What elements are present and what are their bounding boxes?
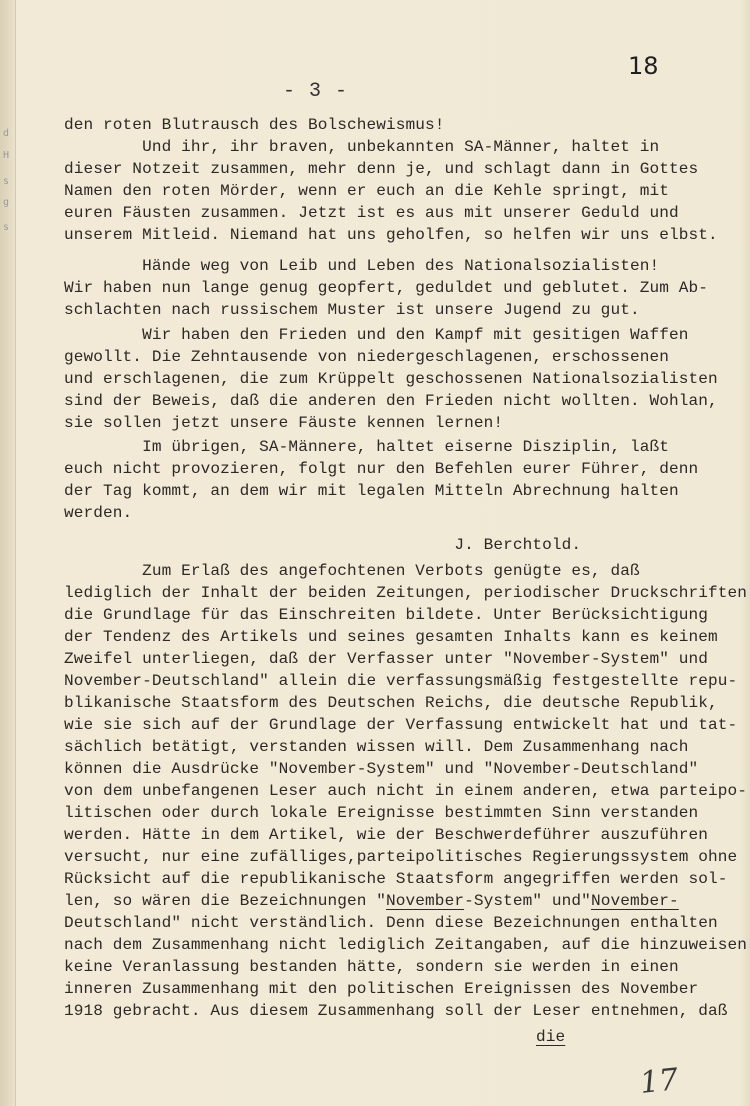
text-line: sächlich betätigt, verstanden wissen will. Dem Zusammenhang nach xyxy=(64,738,689,756)
text-line: inneren Zusammenhang mit den politischen Ereignissen des November xyxy=(64,980,699,998)
text-segment: len, so wären die Bezeichnungen " xyxy=(64,892,387,910)
text-line: November-Deutschland" allein die verfassungsmäßig festgestellte repu- xyxy=(64,672,738,690)
text-line: Zum Erlaß des angefochtenen Verbots genügte es, daß xyxy=(64,562,640,580)
text-line: sie sollen jetzt unsere Fäuste kennen lernen! xyxy=(64,414,504,432)
left-page-edge xyxy=(0,0,16,1106)
text-line: euch nicht provozieren, folgt nur den Befehlen eurer Führer, denn xyxy=(64,460,699,478)
text-line: von dem unbefangenen Leser auch nicht in einem anderen, etwa parteipo- xyxy=(64,782,748,800)
text-line: Namen den roten Mörder, wenn er euch an die Kehle springt, mit xyxy=(64,182,669,200)
text-line: Rücksicht auf die republikanische Staatsform angegriffen werden sol- xyxy=(64,870,728,888)
text-line: die Grundlage für das Einschreiten bildete. Unter Berücksichtigung xyxy=(64,606,709,624)
underlined-word: November xyxy=(386,892,465,910)
text-line: und erschlagenen, die zum Krüppelt geschossenen Nationalsozialisten xyxy=(64,370,718,388)
text-line: Hände weg von Leib und Leben des Nationalsozialisten! xyxy=(64,257,660,275)
text-line: Zweifel unterliegen, daß der Verfasser unter "November-System" und xyxy=(64,650,709,668)
underlined-word: November- xyxy=(590,892,679,910)
text-line: 1918 gebracht. Aus diesem Zusammenhang soll der Leser entnehmen, daß xyxy=(64,1002,728,1020)
margin-mark: g xyxy=(3,197,10,208)
text-line: lediglich der Inhalt der beiden Zeitungen, periodischer Druckschriften xyxy=(64,584,748,602)
archive-folio-number: 18 xyxy=(628,52,659,80)
text-line: Und ihr, ihr braven, unbekannten SA-Männer, haltet in xyxy=(64,138,660,156)
text-segment: -System" und" xyxy=(464,892,591,910)
text-line: der Tendenz des Artikels und seines gesamten Inhalts kann es keinem xyxy=(64,628,718,646)
text-line: können die Ausdrücke "November-System" und "November-Deutschland" xyxy=(64,760,699,778)
margin-mark: s xyxy=(3,176,10,187)
handwritten-page-note: 17 xyxy=(638,1062,680,1101)
text-line-with-underlines xyxy=(64,890,679,912)
text-line: litischen oder durch lokale Ereignisse bestimmten Sinn verstanden xyxy=(64,804,699,822)
margin-mark: d xyxy=(3,128,10,139)
text-line: schlachten nach russischem Muster ist unsere Jugend zu gut. xyxy=(64,301,640,319)
text-line: euren Fäusten zusammen. Jetzt ist es aus mit unserer Geduld und xyxy=(64,204,679,222)
text-line: werden. xyxy=(64,504,133,522)
text-line: wie sie sich auf der Grundlage der Verfassung entwickelt hat und tat- xyxy=(64,716,738,734)
text-line: unserem Mitleid. Niemand hat uns geholfen, so helfen wir uns elbst. xyxy=(64,226,718,244)
text-line: werden. Hätte in dem Artikel, wie der Beschwerdeführer auszuführen xyxy=(64,826,709,844)
text-line: der Tag kommt, an dem wir mit legalen Mitteln Abrechnung halten xyxy=(64,482,679,500)
signature-line: J. Berchtold. xyxy=(64,536,582,554)
text-line: sind der Beweis, daß die anderen den Frieden nicht wollten. Wohlan, xyxy=(64,392,718,410)
text-line: nach dem Zusammenhang nicht lediglich Zeitangaben, auf die hinzuweisen xyxy=(64,936,748,954)
text-line: versucht, nur eine zufälliges,parteipolitisches Regierungssystem ohne xyxy=(64,848,738,866)
text-line: den roten Blutrausch des Bolschewismus! xyxy=(64,116,445,134)
text-line: Wir haben nun lange genug geopfert, geduldet und geblutet. Zum Ab- xyxy=(64,279,709,297)
catchword: die xyxy=(536,1028,566,1046)
text-line: Im übrigen, SA-Männere, haltet eiserne Disziplin, laßt xyxy=(64,438,669,456)
margin-mark: s xyxy=(3,222,10,233)
text-line: Wir haben den Frieden und den Kampf mit gesitigen Waffen xyxy=(64,326,689,344)
page-number: - 3 - xyxy=(283,80,349,103)
text-line: gewollt. Die Zehntausende von niedergeschlagenen, erschossenen xyxy=(64,348,669,366)
text-line: dieser Notzeit zusammen, mehr denn je, und schlagt dann in Gottes xyxy=(64,160,699,178)
margin-mark: H xyxy=(3,150,10,161)
text-line: keine Veranlassung bestanden hätte, sondern sie werden in einen xyxy=(64,958,679,976)
text-line: Deutschland" nicht verständlich. Denn diese Bezeichnungen enthalten xyxy=(64,914,718,932)
text-line: blikanische Staatsform des Deutschen Reichs, die deutsche Republik, xyxy=(64,694,718,712)
